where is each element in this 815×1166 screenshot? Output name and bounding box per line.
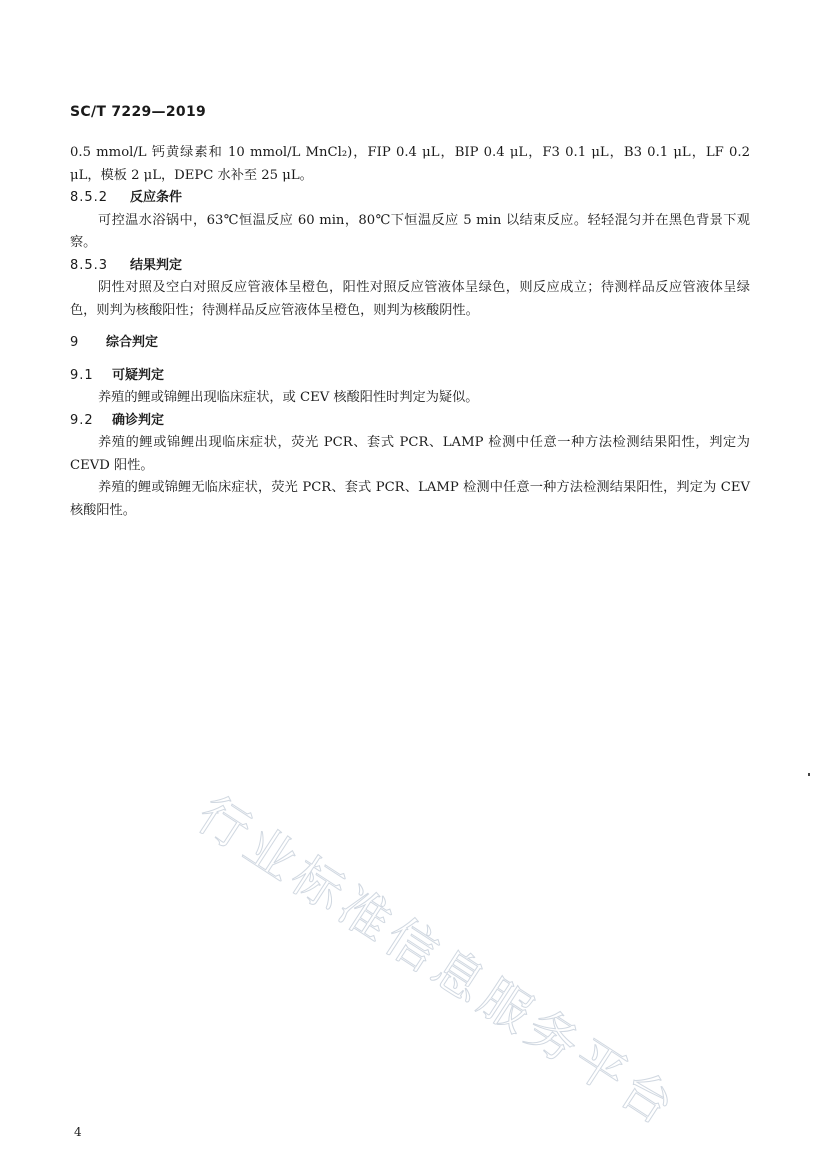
section-heading-8-5-3 [70, 255, 750, 278]
section-number: 9.2 [70, 412, 94, 428]
paragraph-result-judgement: 阴性对照及空白对照反应管液体呈橙色，阳性对照反应管液体呈绿色，则反应成立；待测样品反应管液体呈绿色，则判为核酸阳性；待测样品反应管液体呈橙色，则判为核酸阴性。 [70, 280, 750, 318]
paragraph-confirmed-judgement-cev: 养殖的鲤或锦鲤无临床症状，荧光 PCR、套式 PCR、LAMP 检测中任意一种方法检测结果阳性，判定为 CEV 核酸阳性。 [70, 480, 750, 518]
paragraph-suspected-judgement: 养殖的鲤或锦鲤出现临床症状，或 CEV 核酸阳性时判定为疑似。 [98, 390, 479, 405]
section-heading-8-5-2 [70, 187, 750, 210]
section-title: 确诊判定 [112, 412, 165, 428]
paragraph-reaction-conditions: 可控温水浴锅中，63℃恒温反应 60 min，80℃下恒温反应 5 min 以结束反应。轻轻混匀并在黑色背景下观察。 [70, 212, 750, 250]
standard-code-header: SC/T 7229—2019 [70, 104, 207, 120]
paragraph-continuation: 0.5 mmol/L 钙黄绿素和 10 mmol/L MnCl₂)，FIP 0.4 μL，BIP 0.4 μL，F3 0.1 μL，B3 0.1 μL，LF 0.2 μL，模板 2 μL，DEPC 水补至 25 μL。 [70, 145, 750, 183]
section-heading-9-2 [70, 410, 750, 433]
section-number: 8.5.2 [70, 190, 109, 205]
watermark: 行业标准信息服务平台 [187, 785, 689, 1139]
section-title: 结果判定 [130, 257, 183, 273]
section-heading-9 [70, 332, 750, 355]
section-title: 综合判定 [106, 335, 159, 350]
document-body [70, 142, 750, 522]
page-number: 4 [74, 1125, 82, 1139]
section-number: 9.1 [70, 367, 94, 383]
section-number: 8.5.3 [70, 257, 109, 273]
scan-speck [808, 773, 810, 776]
paragraph-confirmed-judgement-cevd: 养殖的鲤或锦鲤出现临床症状，荧光 PCR、套式 PCR、LAMP 检测中任意一种方法检测结果阳性，判定为 CEVD 阳性。 [70, 435, 750, 473]
section-title: 可疑判定 [112, 367, 165, 383]
section-heading-9-1 [70, 365, 750, 388]
section-title: 反应条件 [130, 190, 183, 205]
section-number: 9 [70, 335, 80, 350]
